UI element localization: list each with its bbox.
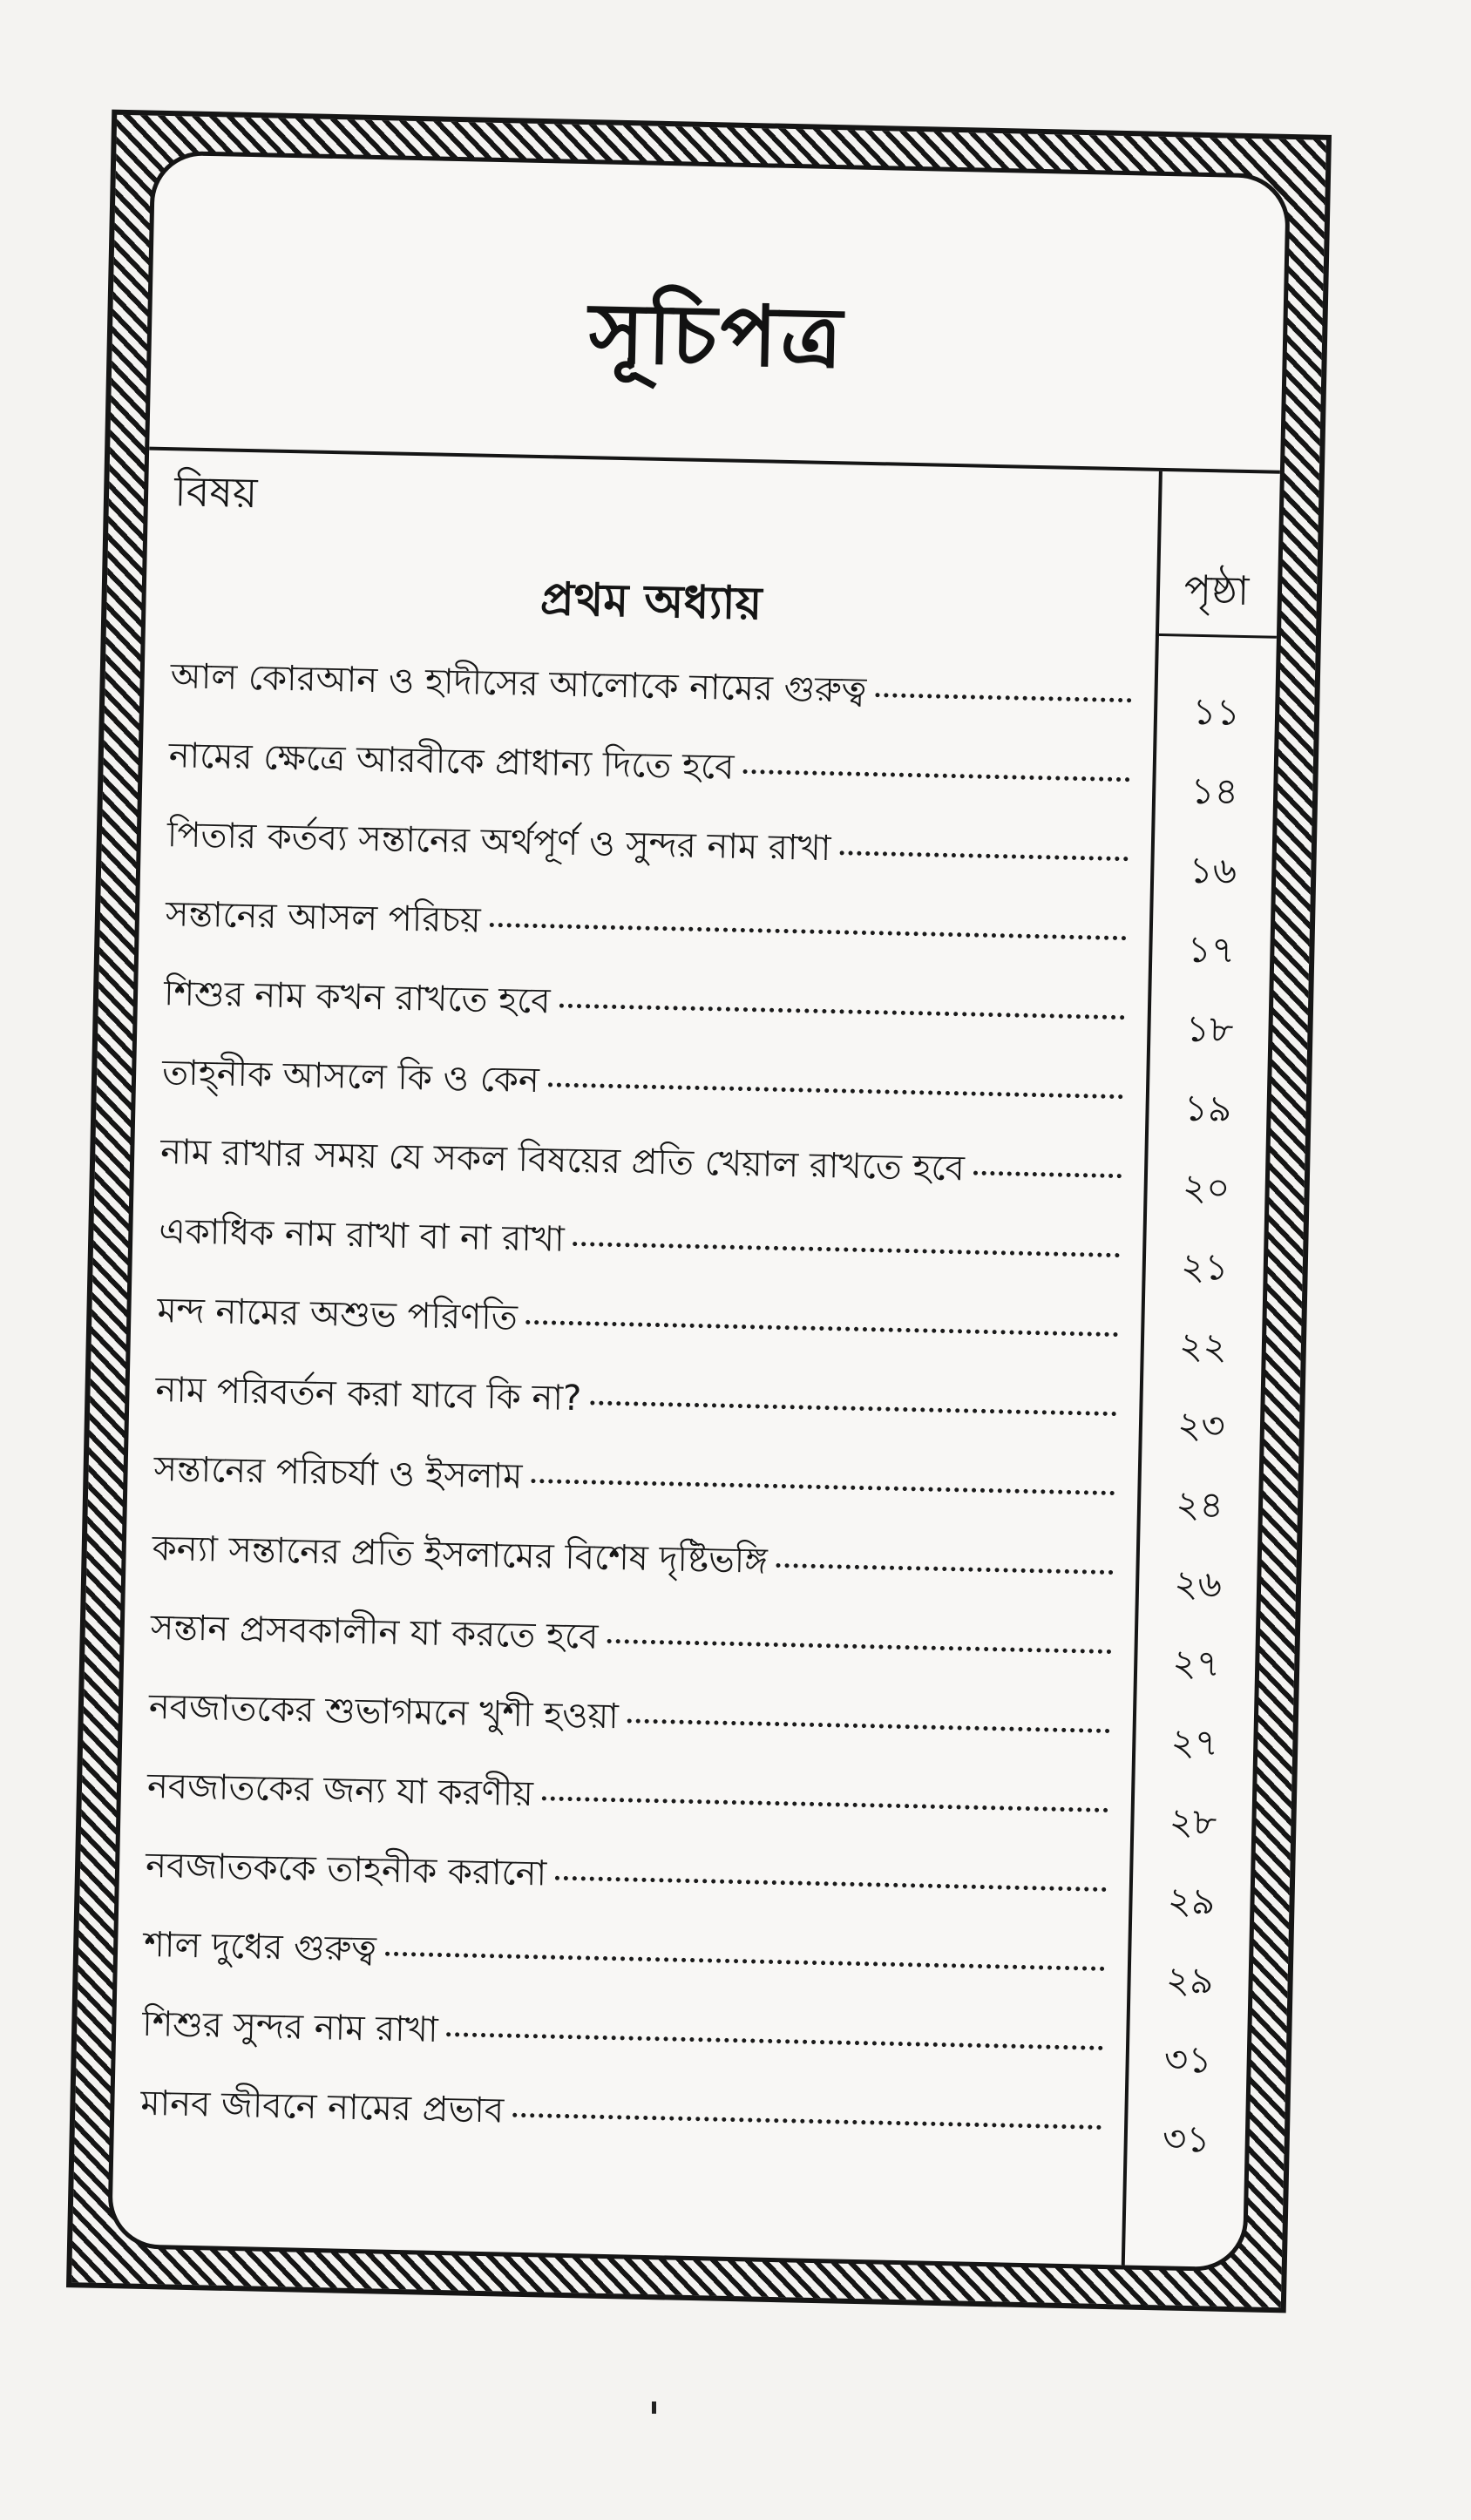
toc-entry-title: একাধিক নাম রাখা বা না রাখা — [158, 1211, 566, 1260]
toc-entry-title: শিশুর সুন্দর নাম রাখা — [141, 2003, 439, 2050]
subject-column-header: বিষয় — [173, 467, 258, 518]
toc-entry-line — [157, 1289, 1119, 1352]
toc-entry-page: ৩১ — [1163, 2037, 1213, 2082]
dot-leader — [590, 1400, 1116, 1416]
toc-entry-line — [155, 1368, 1117, 1432]
toc-entry-title: নাম পরিবর্তন করা যাবে কি না? — [155, 1369, 582, 1419]
toc-entry-line — [164, 972, 1126, 1035]
toc-entry-line — [140, 2082, 1102, 2145]
dot-leader — [555, 1876, 1107, 1892]
dot-leader — [542, 1796, 1108, 1812]
toc-entry-page: ২২ — [1178, 1324, 1228, 1368]
dot-leader — [875, 693, 1131, 702]
toc-entry-line — [144, 1923, 1106, 1987]
contents-panel — [107, 151, 1291, 2273]
toc-entry-line — [165, 892, 1127, 956]
dot-leader — [531, 1479, 1115, 1495]
toc-entry-page: ২৬ — [1173, 1561, 1223, 1606]
toc-entry-page: ১৬ — [1189, 848, 1237, 892]
toc-entry-page: ৩১ — [1162, 2117, 1211, 2161]
dot-leader — [446, 2032, 1103, 2050]
toc-entry-page: ২০ — [1182, 1165, 1231, 1209]
toc-entry-title: নবজাতকের জন্য যা করণীয় — [146, 1765, 534, 1815]
dot-leader — [607, 1639, 1111, 1654]
toc-entry-line — [146, 1844, 1108, 1907]
page-header-underline — [1156, 633, 1277, 639]
dot-leader — [559, 1004, 1124, 1020]
toc-entry-page: ১৮ — [1185, 1006, 1234, 1051]
toc-entry-title: সন্তান প্রসবকালীন যা করতে হবে — [150, 1607, 599, 1657]
toc-entry-line — [168, 734, 1130, 797]
toc-entry-line — [150, 1606, 1112, 1670]
toc-entry-page: ২৯ — [1165, 1958, 1214, 2002]
dot-leader — [627, 1718, 1110, 1733]
page-column-header: পৃষ্ঠা — [1183, 566, 1250, 615]
toc-entry-title: নাম রাখার সময় যে সকল বিষয়ের প্রতি খেয়াল রাখতে হবে — [159, 1132, 966, 1189]
toc-entry-title: নবজাতকের শুভাগমনে খুশী হওয়া — [148, 1686, 620, 1738]
toc-entry-line — [162, 1051, 1124, 1114]
toc-list — [139, 639, 1276, 2168]
toc-entry-page: ২৭ — [1171, 1641, 1221, 1685]
toc-entry-title: শিশুর নাম কখন রাখতে হবে — [163, 973, 552, 1022]
toc-entry-page: ১৯ — [1183, 1086, 1232, 1130]
toc-entry-line — [166, 813, 1129, 877]
toc-entry-title: মানব জীবনে নামের প্রভাব — [139, 2083, 505, 2131]
toc-entry-line — [148, 1685, 1110, 1749]
toc-entry-line — [160, 1130, 1122, 1194]
toc-entry-page: ১৭ — [1187, 927, 1236, 972]
dot-leader — [973, 1171, 1122, 1179]
toc-entry-page: ১৪ — [1190, 769, 1239, 813]
toc-entry-page: ১১ — [1191, 689, 1241, 734]
toc-entry-line — [147, 1765, 1109, 1828]
dot-leader — [573, 1242, 1121, 1257]
toc-entry-line — [142, 2002, 1104, 2066]
toc-entry-title: আল কোরআন ও হাদীসের আলোকে নামের গুরুত্ব — [170, 656, 867, 711]
toc-entry-line — [159, 1209, 1121, 1273]
toc-entry-title: তাহ্‌নীক আসলে কি ও কেন — [161, 1053, 540, 1101]
toc-entry-title: সন্তানের পরিচর্যা ও ইসলাম — [153, 1448, 523, 1497]
toc-entry-page: ২৮ — [1169, 1799, 1217, 1844]
toc-entry-title: শাল দুধের গুরুত্ব — [143, 1924, 377, 1970]
toc-entry-page: ২৪ — [1175, 1482, 1224, 1527]
toc-entry-title: মন্দ নামের অশুভ পরিণতি — [156, 1290, 519, 1338]
chapter-heading: প্রথম অধ্যায় — [539, 573, 763, 631]
dot-leader — [776, 1563, 1114, 1575]
dot-leader — [548, 1082, 1123, 1099]
toc-entry-line — [170, 654, 1132, 718]
dot-leader — [839, 850, 1128, 861]
page-title: সূচিপত্র — [587, 283, 847, 388]
dot-leader — [489, 923, 1126, 940]
toc-entry-page: ২১ — [1180, 1244, 1230, 1289]
dot-leader — [742, 769, 1129, 782]
ink-mark — [652, 2401, 656, 2414]
toc-entry-page: ২৯ — [1167, 1879, 1216, 1923]
toc-entry-line — [152, 1527, 1114, 1590]
dot-leader — [385, 1952, 1105, 1971]
toc-entry-page: ২৩ — [1176, 1403, 1226, 1447]
toc-entry-title: সন্তানের আসল পরিচয় — [165, 894, 482, 941]
dot-leader — [512, 2113, 1102, 2130]
header-divider — [149, 447, 1280, 474]
toc-entry-title: পিতার কর্তব্য সন্তানের অর্থপূর্ণ ও সুন্দর নাম রাখা — [166, 815, 831, 870]
toc-entry-page: ২৭ — [1170, 1720, 1219, 1765]
toc-entry-title: নবজাতককে তাহনীক করানো — [145, 1845, 547, 1894]
toc-entry-title: নামের ক্ষেত্রে আরবীকে প্রাধান্য দিতে হবে — [168, 735, 735, 788]
decorative-border — [66, 110, 1332, 2313]
dot-leader — [526, 1320, 1119, 1337]
toc-entry-line — [153, 1447, 1115, 1511]
toc-entry-title: কন্যা সন্তানের প্রতি ইসলামের বিশেষ দৃষ্টিভঙ্গি — [152, 1528, 769, 1582]
